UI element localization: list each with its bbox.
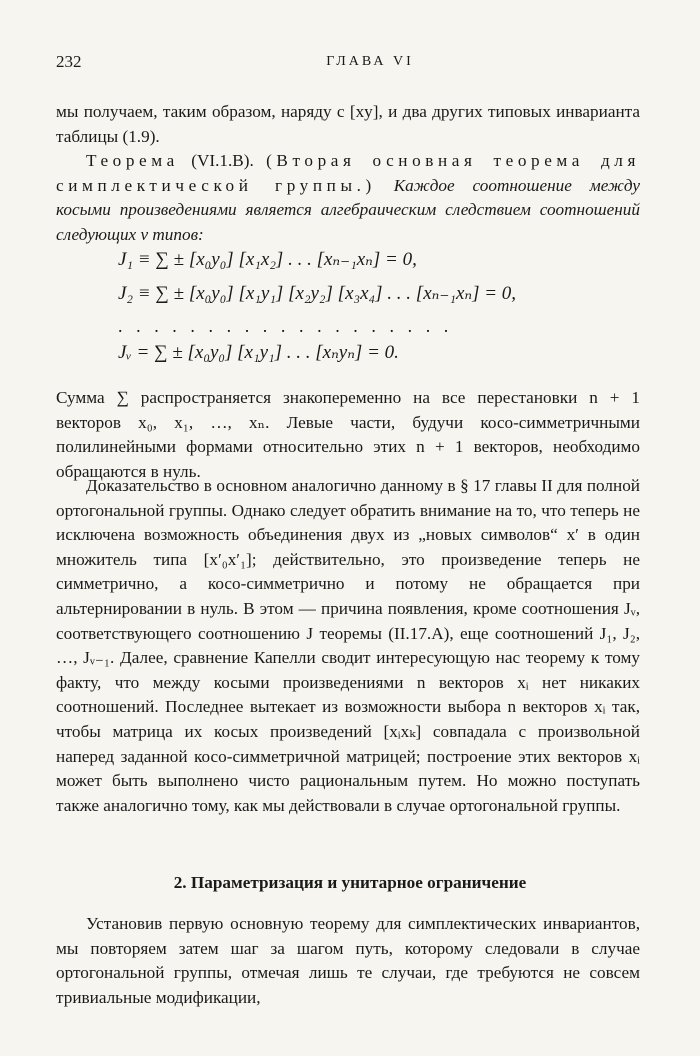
theorem-label: Теорема — [86, 151, 179, 170]
equation-dots: ................... — [118, 316, 462, 336]
equation-jv: Jᵥ = ∑ ± [x₀y₀] [x₁y₁] . . . [xₙyₙ] = 0. — [118, 342, 399, 363]
chapter-title: ГЛАВА VI — [326, 54, 414, 69]
theorem-name: (Вторая основная теорема для симплектической группы.) — [56, 151, 640, 195]
paragraph-intro: мы получаем, таким образом, наряду с [xy], и два других типовых инварианта таблицы (1.9). — [56, 102, 640, 146]
paragraph-sum: Сумма ∑ распространяется знакопеременно на все перестановки n + 1 векторов x₀, x₁, …, xₙ. Левые части, будучи косо-симметричными полилинейными формами относительно этих n + 1 векторов, необходимо обращаются в нуль. — [56, 388, 640, 481]
equation-j2: J₂ ≡ ∑ ± [x₀y₀] [x₁y₁] [x₂y₂] [x₃x₄] . . . [xₙ₋₁xₙ] = 0, — [118, 283, 517, 304]
theorem-text: Каждое соотношение между косыми произведениями является алгебраическим следствием соотношений следующих ν типов: — [56, 175, 640, 244]
paragraph-section-start: Установив первую основную теорему для симплектических инвариантов, мы повторяем затем шаг за шагом путь, которому следовали в случае ортогональной группы, отмечая лишь те случаи, где требуются не совсем тривиальные модификации, — [56, 914, 640, 1007]
page-number: 232 — [56, 52, 82, 71]
section-heading: 2. Параметризация и унитарное ограничение — [173, 873, 527, 892]
theorem-statement — [56, 149, 640, 247]
theorem-number: (VI.1.B). — [178, 151, 267, 170]
equation-j1: J₁ ≡ ∑ ± [x₀y₀] [x₁x₂] . . . [xₙ₋₁xₙ] = 0, — [118, 249, 417, 270]
paragraph-proof: Доказательство в основном аналогично данному в § 17 главы II для полной ортогональной группы. Однако следует обратить внимание на то, что теперь не исключена возможность объединения двух из „новых символов“ x′ в один множитель типа [x′₀x′₁]; действительно, это произведение теперь не симметрично, а косо-симметрично и потому не обращается при альтернировании в нуль. В этом — причина появления, кроме соотношения Jᵥ, соответствующего соотношению J теоремы (II.17.A), еще соотношений J₁, J₂, …, Jᵥ₋₁. Далее, сравнение Капелли сводит интересующую нас теорему к тому факту, что между косыми произведениями n векторов xᵢ нет никаких соотношений. Последнее вытекает из возможности выбора n векторов xᵢ так, чтобы матрица их косых произведений [xᵢxₖ] совпадала с произвольной наперед заданной косо-симметричной матрицей; построение этих векторов xᵢ может быть выполнено чисто рациональным путем. Но можно поступать также аналогично тому, как мы действовали в случае ортогональной группы. — [56, 476, 640, 815]
